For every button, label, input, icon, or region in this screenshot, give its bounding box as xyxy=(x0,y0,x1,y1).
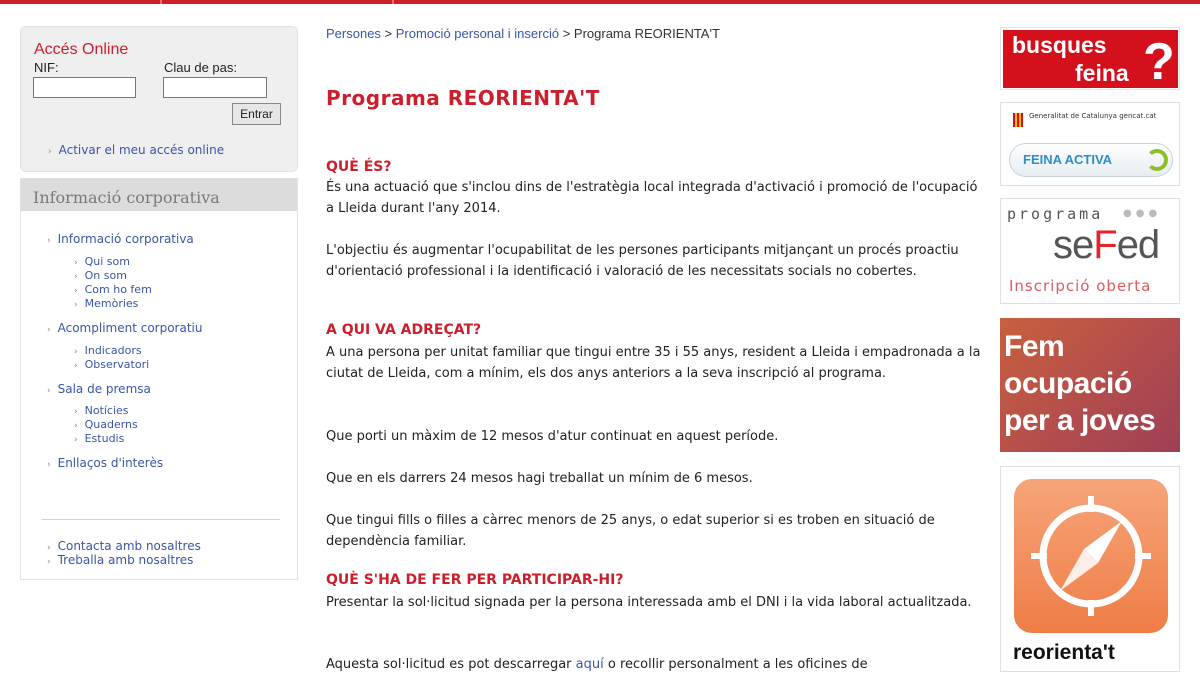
busques-feina-background xyxy=(1003,30,1178,88)
breadcrumb-separator: > xyxy=(384,26,393,41)
bullet-icon: › xyxy=(74,258,78,268)
download-text-after: o recollir personalment a les oficines de xyxy=(607,657,868,672)
joves-line2: ocupació xyxy=(1004,367,1132,400)
bullet-icon: › xyxy=(74,361,78,371)
nav-subitem-observatori[interactable] xyxy=(74,358,149,371)
question-mark-icon: ? xyxy=(1143,33,1175,90)
nav-subitem-on-som[interactable] xyxy=(74,269,127,282)
page-title: Programa REORIENTA'T xyxy=(326,86,600,110)
nav-subitem-label: Com ho fem xyxy=(84,283,152,296)
sefed-programa-label: programa xyxy=(1007,205,1104,223)
breadcrumb-persones[interactable]: Persones xyxy=(326,26,381,41)
nav-subitem-qui-som[interactable] xyxy=(74,255,130,268)
nav-item-label: Sala de premsa xyxy=(57,382,151,396)
nav-item-label: Acompliment corporatiu xyxy=(57,321,203,335)
sefed-logo-part: ed xyxy=(1116,223,1160,267)
work-with-us-link[interactable] xyxy=(47,553,193,567)
main-content xyxy=(326,0,986,675)
paragraph: Que porti un màxim de 12 mesos d'atur continuat en aquest període. xyxy=(326,429,779,444)
corporate-divider xyxy=(42,519,280,520)
nav-subitem-com-ho-fem[interactable] xyxy=(74,283,152,296)
section-heading-a-qui-va-adrecat: A QUI VA ADREÇAT? xyxy=(326,322,482,338)
nav-subitem-label: Observatori xyxy=(84,358,150,371)
nav-item-informacio-corporativa[interactable] xyxy=(47,232,194,246)
bullet-icon: › xyxy=(47,557,51,567)
bullet-icon: › xyxy=(47,236,51,246)
bullet-icon: › xyxy=(74,286,78,296)
busques-feina-banner[interactable] xyxy=(1000,27,1180,90)
fem-ocupacio-joves-banner[interactable] xyxy=(1000,318,1180,452)
bullet-icon: › xyxy=(74,272,78,282)
bullet-icon: › xyxy=(47,460,51,470)
top-bar-seg xyxy=(0,0,160,4)
bullet-icon: › xyxy=(47,386,51,396)
section-heading-que-sha-de-fer: QUÈ S'HA DE FER PER PARTICIPAR-HI? xyxy=(326,572,624,588)
nav-subitem-label: Quaderns xyxy=(84,418,138,431)
nav-subitem-indicadors[interactable] xyxy=(74,344,142,357)
corporate-info-panel xyxy=(20,178,298,580)
sefed-logo xyxy=(1053,223,1159,268)
login-panel xyxy=(20,26,298,172)
password-input[interactable] xyxy=(163,77,267,98)
sefed-status: Inscripció oberta xyxy=(1009,277,1152,295)
paragraph: És una actuació que s'inclou dins de l'estratègia local integrada d'activació i promoció de l'ocupació a Lleida durant l'any 2014. xyxy=(326,180,978,216)
enter-button[interactable]: Entrar xyxy=(232,103,281,125)
section-heading-que-es: QUÈ ÉS? xyxy=(326,159,392,175)
bullet-icon: › xyxy=(47,543,51,553)
nav-subitem-label: Estudis xyxy=(84,432,125,445)
joves-line3: per a joves xyxy=(1004,404,1156,437)
nav-subitem-label: Qui som xyxy=(84,255,130,268)
refresh-ring-icon xyxy=(1146,149,1168,171)
sefed-logo-part: se xyxy=(1053,223,1094,267)
nav-subitem-memories[interactable] xyxy=(74,297,138,310)
bullet-icon: › xyxy=(48,147,52,157)
generalitat-label: Generalitat de Catalunya gencat.cat xyxy=(1029,112,1157,120)
bullet-icon: › xyxy=(74,435,78,445)
activate-access-label: Activar el meu accés online xyxy=(58,143,225,157)
paragraph: Que en els darrers 24 mesos hagi treballat un mínim de 6 mesos. xyxy=(326,471,753,486)
nav-subitem-label: Memòries xyxy=(84,297,139,310)
nif-label: NIF: xyxy=(34,60,59,75)
nav-item-label: Informació corporativa xyxy=(57,232,194,246)
generalitat-logo-icon xyxy=(1013,113,1023,127)
feina-activa-pill xyxy=(1009,143,1173,177)
nav-item-acompliment-corporatiu[interactable] xyxy=(47,321,202,335)
footer-link-label: Contacta amb nosaltres xyxy=(57,539,201,553)
nav-subitem-estudis[interactable] xyxy=(74,432,124,445)
nav-subitem-label: Notícies xyxy=(84,404,129,417)
busques-feina-line1: busques xyxy=(1012,32,1107,58)
download-text-before: Aquesta sol·licitud es pot descarregar xyxy=(326,657,572,672)
bullet-icon: › xyxy=(74,421,78,431)
busques-feina-line2: feina xyxy=(1075,60,1129,86)
paragraph: L'objectiu és augmentar l'ocupabilitat de les persones participants mitjançant un procés proactiu d'orientació professional i la identificació i valoració de les necessitats socials no cobertes. xyxy=(326,243,959,279)
corporate-info-header xyxy=(21,179,297,211)
sefed-banner[interactable] xyxy=(1000,198,1180,304)
bullet-icon: › xyxy=(47,325,51,335)
bullet-icon: › xyxy=(74,300,78,310)
reorienta-label: reorienta't xyxy=(1013,641,1115,664)
breadcrumb-separator: > xyxy=(562,26,571,41)
bullet-icon: › xyxy=(74,407,78,417)
nif-input[interactable] xyxy=(33,77,136,98)
nav-item-label: Enllaços d'interès xyxy=(57,456,164,470)
dots-icon: ●●● xyxy=(1123,208,1162,219)
nav-subitem-noticies[interactable] xyxy=(74,404,129,417)
compass-icon xyxy=(1014,479,1168,633)
joves-line1: Fem xyxy=(1004,330,1065,363)
reorienta-banner[interactable] xyxy=(1000,466,1180,672)
login-title: Accés Online xyxy=(34,41,129,58)
feina-activa-banner[interactable] xyxy=(1000,102,1180,186)
nav-subitem-label: Indicadors xyxy=(84,344,142,357)
breadcrumb-promocio[interactable]: Promoció personal i inserció xyxy=(395,26,560,41)
compass-tile xyxy=(1014,479,1168,633)
nav-subitem-label: On som xyxy=(84,269,127,282)
bullet-icon: › xyxy=(74,347,78,357)
paragraph: A una persona per unitat familiar que tingui entre 35 i 55 anys, resident a Lleida i empadronada a la ciutat de Lleida, com a mínim, els dos anys anteriors a la seva inscripció al programa. xyxy=(326,345,981,381)
password-label: Clau de pas: xyxy=(164,60,237,75)
paragraph: Presentar la sol·licitud signada per la persona interessada amb el DNI i la vida laboral actualitzada. xyxy=(326,595,972,610)
nav-subitem-quaderns[interactable] xyxy=(74,418,138,431)
nav-item-enllacos-interes[interactable] xyxy=(47,456,163,470)
paragraph: Que tingui fills o filles a càrrec menors de 25 anys, o edat superior si es troben en situació de dependència familiar. xyxy=(326,513,935,549)
breadcrumb xyxy=(326,26,720,41)
corporate-info-title: Informació corporativa xyxy=(33,188,220,207)
footer-link-label: Treballa amb nosaltres xyxy=(57,553,194,567)
activate-access-link[interactable] xyxy=(48,143,224,157)
contact-us-link[interactable] xyxy=(47,539,201,553)
sefed-logo-accent: F xyxy=(1093,223,1117,267)
paragraph-download xyxy=(326,654,981,675)
download-here-link[interactable]: aquí xyxy=(575,657,604,672)
breadcrumb-current: Programa REORIENTA'T xyxy=(573,26,720,41)
nav-item-sala-de-premsa[interactable] xyxy=(47,382,151,396)
feina-activa-label: FEINA ACTIVA xyxy=(1023,152,1113,167)
